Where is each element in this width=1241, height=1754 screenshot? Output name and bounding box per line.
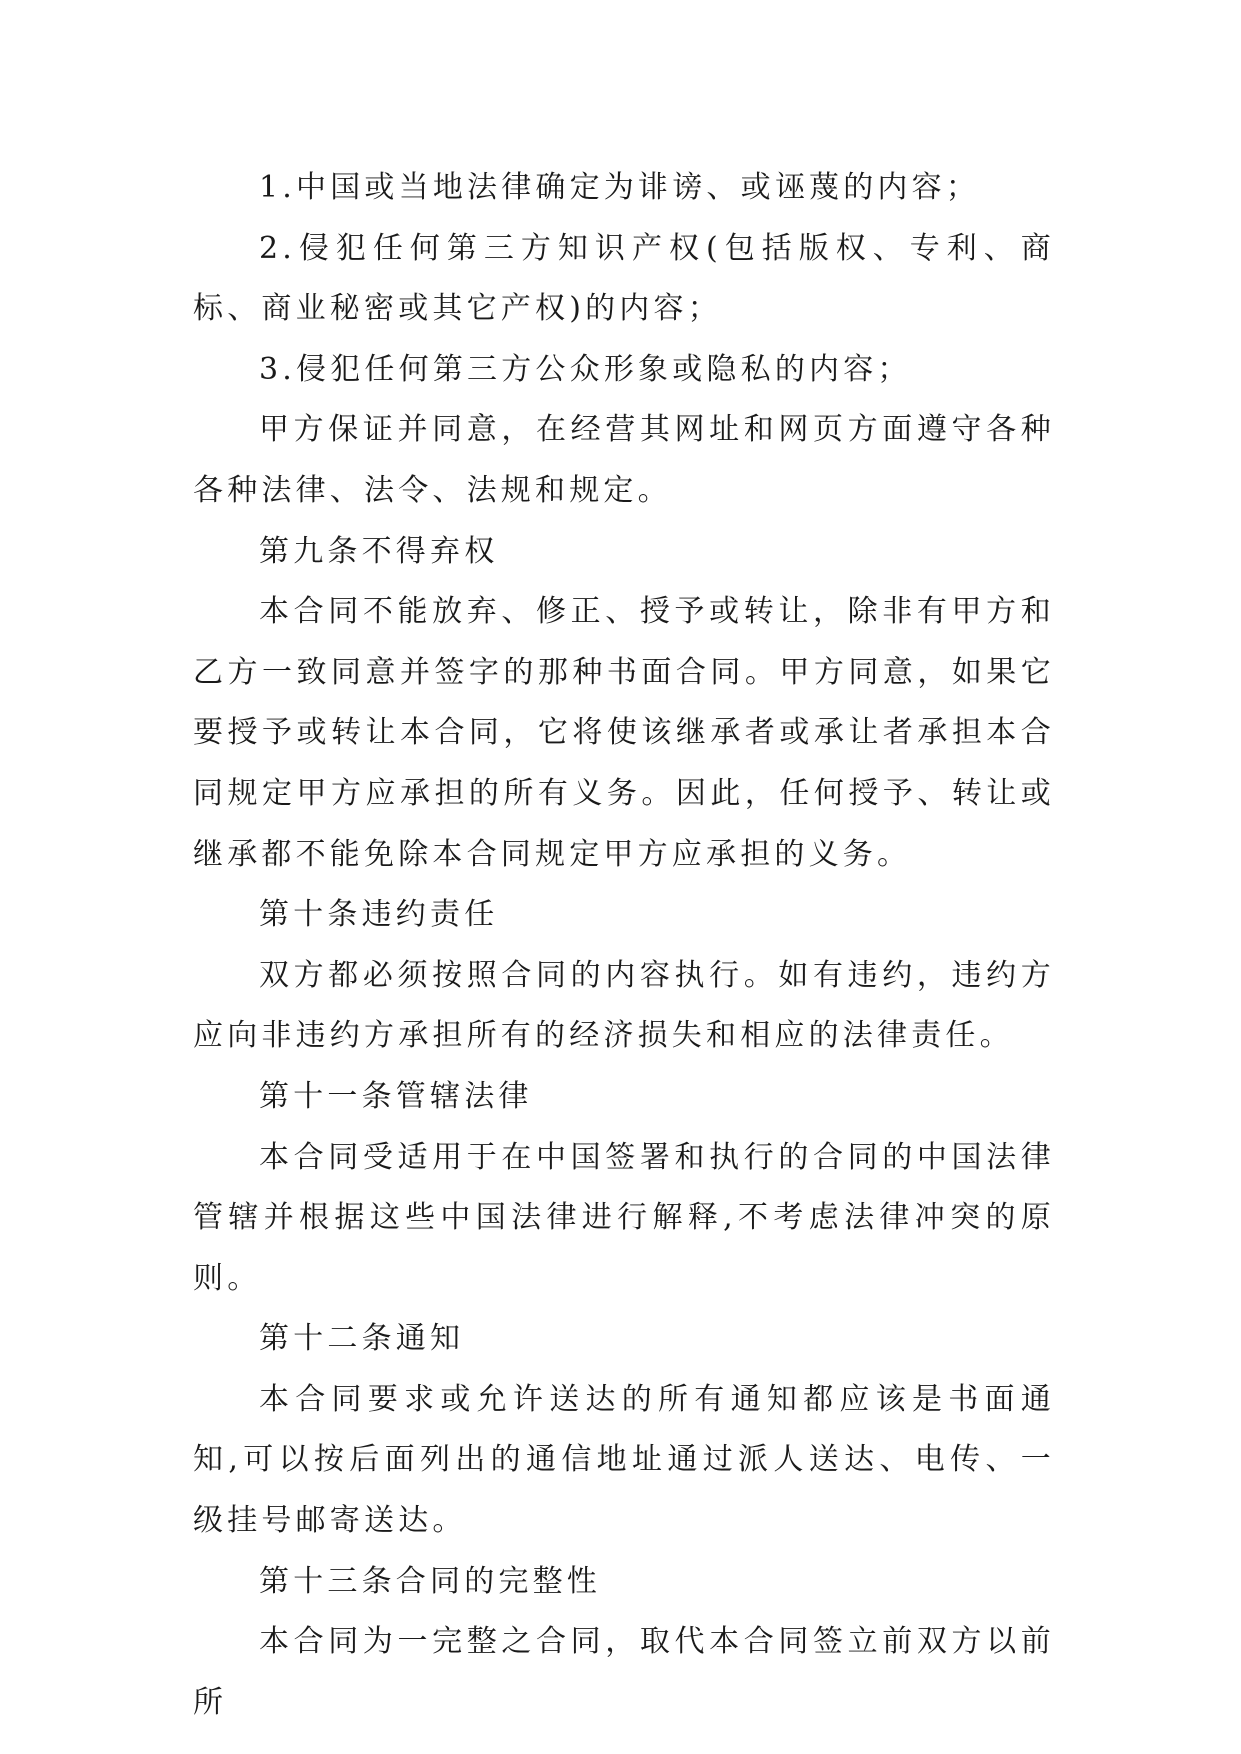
clause-item-2: 2.侵犯任何第三方知识产权(包括版权、专利、商标、商业秘密或其它产权)的内容； [193,230,1055,327]
article-13-heading: 第十三条合同的完整性 [259,1563,601,1599]
article-9-heading: 第九条不得弃权 [259,533,499,569]
article-10-body: 双方都必须按照合同的内容执行。如有违约，违约方应向非违约方承担所有的经济损失和相应的法律责任。 [193,957,1055,1054]
article-13-body: 本合同为一完整之合同，取代本合同签立前双方以前所 [193,1624,1055,1720]
clause-item-1: 1.中国或当地法律确定为诽谤、或诬蔑的内容； [259,170,981,205]
article-10-heading: 第十条违约责任 [259,897,499,933]
article-12-heading: 第十二条通知 [259,1321,465,1357]
article-12-body: 本合同要求或允许送达的所有通知都应该是书面通知,可以按后面列出的通信地址通过派人送达、电传、一级挂号邮寄送达。 [193,1381,1055,1539]
article-9-body: 本合同不能放弃、修正、授予或转让，除非有甲方和乙方一致同意并签字的那种书面合同。甲方同意，如果它要授予或转让本合同，它将使该继承者或承让者承担本合同规定甲方应承担的所有义务。因此，任何授予、转让或继承都不能免除本合同规定甲方应承担的义务。 [193,594,1055,872]
compliance-paragraph: 甲方保证并同意，在经营其网址和网页方面遵守各种各种法律、法令、法规和规定。 [193,412,1055,508]
contract-body [193,158,1055,1733]
article-11-body: 本合同受适用于在中国签署和执行的合同的中国法律管辖并根据这些中国法律进行解释,不考虑法律冲突的原则。 [193,1139,1055,1296]
clause-item-3: 3.侵犯任何第三方公众形象或隐私的内容； [259,351,912,387]
article-11-heading: 第十一条管辖法律 [259,1078,533,1114]
